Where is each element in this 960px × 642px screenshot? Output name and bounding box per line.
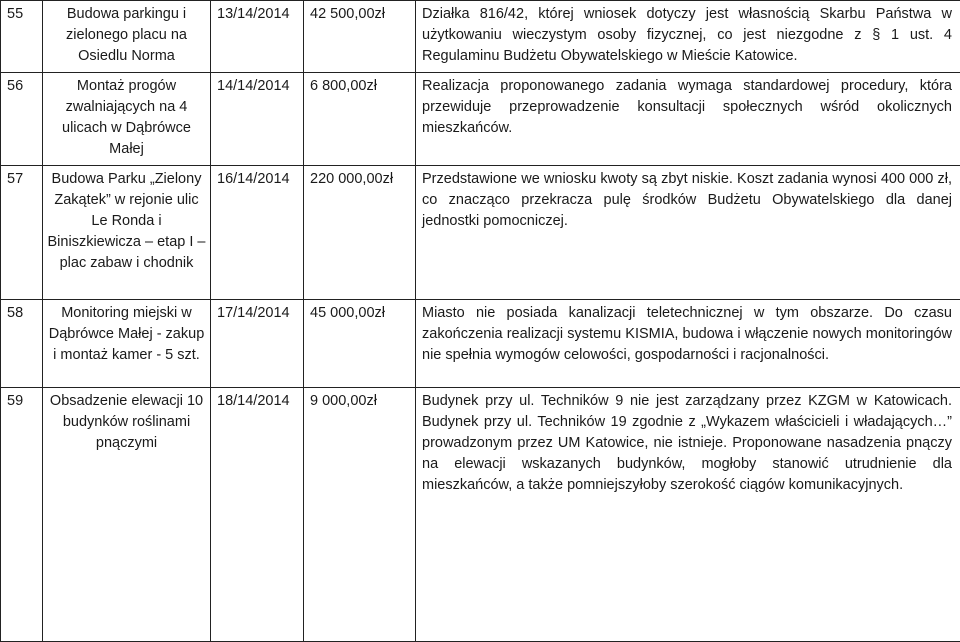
row-number: 59: [1, 388, 43, 642]
row-number: 56: [1, 73, 43, 166]
project-name: Monitoring miejski w Dąbrówce Małej - zakup i montaż kamer - 5 szt.: [43, 300, 211, 388]
evaluation-note: Miasto nie posiada kanalizacji teletechnicznej w tym obszarze. Do czasu zakończenia realizacji systemu KISMIA, budowa i włączenie nowych monitoringów nie spełnia wymogów celowości, gospodarności i racjonalności.: [416, 300, 960, 388]
project-amount: 220 000,00zł: [304, 166, 416, 300]
project-name: Budowa parkingu i zielonego placu na Osiedlu Norma: [43, 1, 211, 73]
table-row: [1, 300, 960, 388]
application-code: 16/14/2014: [211, 166, 304, 300]
project-name: Montaż progów zwalniających na 4 ulicach w Dąbrówce Małej: [43, 73, 211, 166]
table-row: [1, 166, 960, 300]
project-amount: 9 000,00zł: [304, 388, 416, 642]
project-amount: 42 500,00zł: [304, 1, 416, 73]
evaluation-note: Realizacja proponowanego zadania wymaga standardowej procedury, która przewiduje przeprowadzenie konsultacji społecznych wśród okolicznych mieszkańców.: [416, 73, 960, 166]
table-row: [1, 73, 960, 166]
evaluation-note: Budynek przy ul. Techników 9 nie jest zarządzany przez KZGM w Katowicach. Budynek przy ul. Techników 19 zgodnie z „Wykazem właścicieli i władających…” prowadzonym przez UM Katowice, nie istnieje. Proponowane nasadzenia pnączy na elewacji wskazanych budynków, mogłoby stanowić utrudnienie dla mieszkańców, a także pomniejszyłoby szerokość ciągów komunikacyjnych.: [416, 388, 960, 642]
row-number: 58: [1, 300, 43, 388]
project-name: Budowa Parku „Zielony Zakątek” w rejonie ulic Le Ronda i Biniszkiewicza – etap I – plac zabaw i chodnik: [43, 166, 211, 300]
row-number: 57: [1, 166, 43, 300]
table-row: [1, 1, 960, 73]
project-name: Obsadzenie elewacji 10 budynków roślinami pnączymi: [43, 388, 211, 642]
row-number: 55: [1, 1, 43, 73]
application-code: 17/14/2014: [211, 300, 304, 388]
evaluation-note: Działka 816/42, której wniosek dotyczy jest własnością Skarbu Państwa w użytkowaniu wieczystym osoby fizycznej, co jest niezgodne z § 1 ust. 4 Regulaminu Budżetu Obywatelskiego w Mieście Katowice.: [416, 1, 960, 73]
table-row: [1, 388, 960, 642]
application-code: 14/14/2014: [211, 73, 304, 166]
evaluation-note: Przedstawione we wniosku kwoty są zbyt niskie. Koszt zadania wynosi 400 000 zł, co znacząco przekracza pulę środków Budżetu Obywatelskiego dla danej jednostki pomocniczej.: [416, 166, 960, 300]
project-amount: 45 000,00zł: [304, 300, 416, 388]
application-code: 13/14/2014: [211, 1, 304, 73]
project-amount: 6 800,00zł: [304, 73, 416, 166]
application-code: 18/14/2014: [211, 388, 304, 642]
